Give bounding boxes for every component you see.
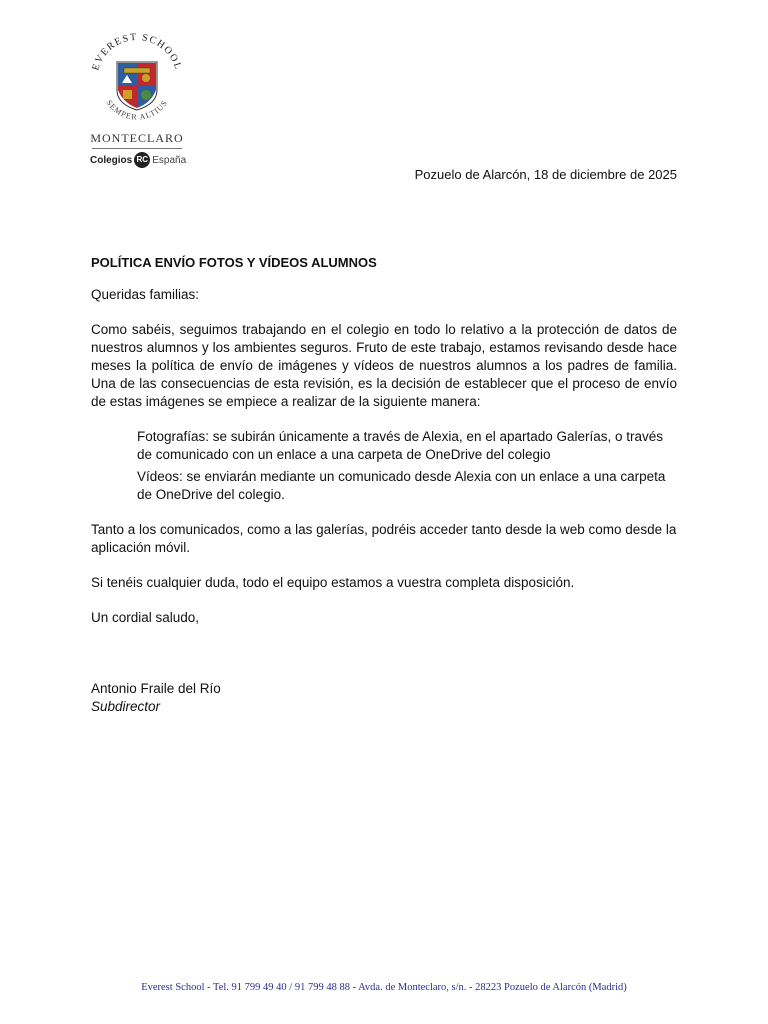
access-paragraph: Tanto a los comunicados, como a las galerías, podréis acceder tanto desde la web como desde la aplicación móvil. [91, 522, 677, 555]
signature-role: Subdirector [91, 699, 161, 714]
network-brand [90, 152, 190, 168]
campus-name: MONTECLARO [90, 131, 184, 145]
letter-body [91, 254, 677, 716]
footer-contact: Everest School - Tel. 91 799 49 40 / 91 799 48 88 - Avda. de Monteclaro, s/n. - 28223 Pozuelo de Alarcón (Madrid) [141, 982, 627, 993]
questions-paragraph: Si tenéis cualquier duda, todo el equipo estamos a vuestra completa disposición. [91, 575, 575, 590]
shield [117, 62, 157, 110]
motto-arc: SEMPER ALTIUS [104, 98, 170, 122]
list-item: Vídeos: se enviarán mediante un comunicado desde Alexia con un enlace a una carpeta de OneDrive del colegio. [137, 469, 666, 502]
logo-divider [92, 148, 182, 149]
crest-icon [82, 28, 192, 128]
signature-name: Antonio Fraile del Río [91, 681, 221, 696]
network-country: España [152, 154, 187, 166]
letter-title: POLÍTICA ENVÍO FOTOS Y VÍDEOS ALUMNOS [91, 255, 377, 270]
intro-paragraph: Como sabéis, seguimos trabajando en el colegio en todo lo relativo a la protección de datos de nuestros alumnos y los ambientes seguros. Fruto de este trabajo, estamos revisando desde hace meses la política de envío de imágenes y vídeos de nuestros alumnos a los padres de familia. Una de las consecuencias de esta revisión, es la decisión de establecer que el proceso de envío de estas imágenes se empiece a realizar de la siguiente manera: [91, 322, 677, 409]
school-logo [82, 28, 192, 128]
list-item: Fotografías: se subirán únicamente a través de Alexia, en el apartado Galerías, o través de comunicado con un enlace a una carpeta de OneDrive del colegio [137, 429, 664, 462]
greeting: Queridas familias: [91, 287, 200, 302]
school-name-arc: EVEREST SCHOOL [90, 31, 184, 72]
policy-list [137, 428, 677, 504]
network-name: Colegios [90, 154, 133, 166]
rc-badge-icon: RC [134, 152, 150, 168]
date-line: Pozuelo de Alarcón, 18 de diciembre de 2025 [414, 167, 677, 182]
closing: Un cordial saludo, [91, 610, 200, 625]
